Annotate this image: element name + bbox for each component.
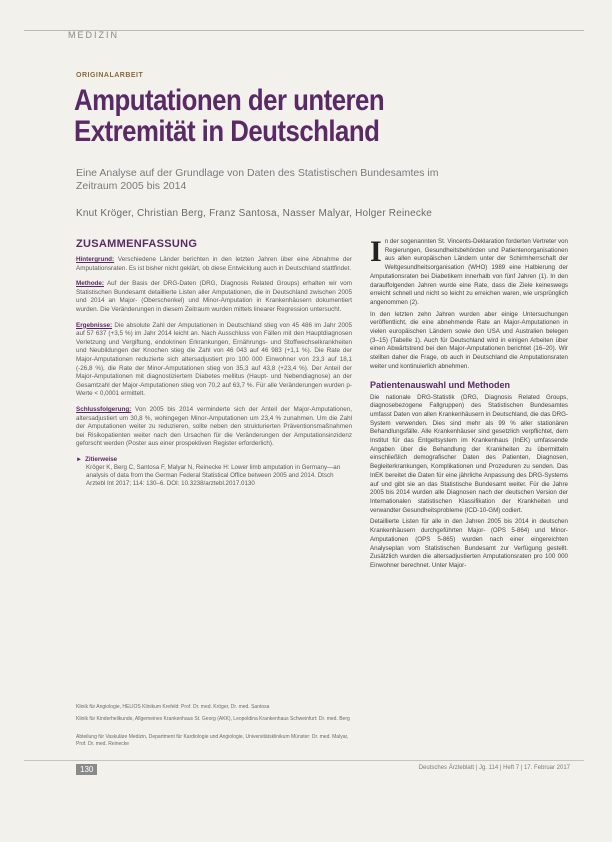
abstract-label: Ergebnisse: [76, 321, 113, 329]
abstract-text: Auf der Basis der DRG-Daten (DRG, Diagnosis Related Groups) erhalten wir vom Statistischen Bundesamt detaillierte Listen aller Amputationen, die in Deutschland zwischen 2005 und 2014 an Major- (Oberschenkel) und Minor-Amputation in Krankenhäusern dokumentiert wurden. Die Veränderungen in diesem Zeitraum wurden mittels linearer Regression untersucht. [76, 280, 352, 313]
intro-paragraph-2: In den letzten zehn Jahren wurden aber einige Untersuchungen veröffentlicht, die eine abnehmende Rate an Major-Amputationen in vielen europäischen Ländern sowie den USA und Australien belegen (3–15) (Tabelle 1). Auch für Deutschland wird in einigen Arbeiten über einen Abwärtstrend bei den Major-Amputationen berichtet (16–20). Wir stellten daher die Frage, ob auch in Deutschland die Amputationsraten weiter und kontinuierlich abnehmen. [370, 310, 568, 370]
citation-text: Kröger K, Berg C, Santosa F, Malyar N, Reinecke H: Lower limb amputation in Germany—an analysis of data from the German Federal Statistical Office between 2005 and 2014. Dtsch Arztebl Int 2017; 114: 130–6. DOI: 10.3238/arztebl.2017.0130 [86, 464, 341, 488]
methods-paragraph-2: Detaillierte Listen für alle in den Jahren 2005 bis 2014 in deutschen Krankenhäusern durchgeführten Major- (OPS 5-864) und Minor-Amputationen (OPS 5-865) wurden nach einer eingereichten Analyseplan vom Statistischen Bundesamt zur Verfügung gestellt. Zusätzlich wurden die altersadjustierten Amputationsraten pro 100 000 Einwohner berechnet. Unter Major- [370, 518, 568, 569]
article-subtitle: Eine Analyse auf der Grundlage von Daten des Statistischen Bundesamtes im Zeitraum 2005 bis 2014 [76, 167, 439, 192]
abstract-text: Verschiedene Länder berichten in den letzten Jahren über eine Abnahme der Amputationsraten. Es ist bisher nicht geklärt, ob diese Entwicklung auch in Deutschland stattfindet. [76, 256, 352, 272]
intro-paragraph [370, 235, 568, 308]
affiliation: Klinik für Kinderheilkunde, Allgemeines Krankenhaus St. Georg (AKK), Leopoldina Krankenhaus Schweinfurt: Dr. med. Berg [76, 716, 350, 722]
methods-paragraph: Die nationale DRG-Statistik (DRG, Diagnosis Related Groups, diagnosebezogene Fallgruppen) des Statistischen Bundesamtes umfasst Daten von allen Krankenhäusern in Deutschland, die das DRG-System verwenden. Dies sind mehr als 99 % aller stationären Behandlungsfälle. Alle Krankenhäuser sind gesetzlich verpflichtet, dem Institut für das Entgeltsystem im Krankenhaus (InEK) umfassende Angaben über die Behandlung der Krankheiten zu übermitteln einschließlich demografischer Daten des Patienten, Diagnosen, Begleiterkrankungen, Komplikationen und Prozeduren zu senden. Das InEK bereitet die Daten für eine jährliche Anpassung des DRG-Systems auf und gibt sie an das Statistische Bundesamt weiter. Für die Jahre 2005 bis 2014 wurden alle Diagnosen nach der deutschen Version der Internationalen statistischen Klassifikation der Krankheiten und verwandter Gesundheitsprobleme (ICD-10-GM) codiert. [370, 393, 568, 514]
abstract-heading: ZUSAMMENFASSUNG [76, 238, 198, 250]
body-column [370, 235, 568, 574]
abstract-label: Schlussfolgerung: [76, 405, 132, 413]
abstract-column [76, 238, 352, 489]
affiliation: Abteilung für Vaskuläre Medizin, Department für Kardiologie und Angiologie, Universitätsklinikum Münster: Dr. med. Malyar, Prof. Dr. med. Reinecke [76, 734, 349, 747]
page-number: 130 [76, 764, 97, 775]
triangle-right-icon: ► [76, 455, 83, 463]
intro-text: n der sogenannten St. Vincents-Deklaration forderten Vertreter von Regierungen, Gesundheitsbehörden und Patientenorganisationen aus allen europäischen Ländern unter der Schirmherrschaft der Weltgesundheitsorganisation (WHO) 1989 eine Halbierung der Amputationsraten bei Diabetikern innerhalb von fünf Jahren (1). In den darauffolgenden Jahren wurde eine Rate, dass die Ziele keineswegs erreicht schnell und nicht so leicht zu erreichen waren, wie ursprünglich angenommen (2). [370, 238, 568, 306]
citation-heading [76, 456, 352, 464]
abstract-methods [76, 280, 352, 314]
citation-heading-label: Zitierweise [85, 455, 118, 463]
section-heading: Patientenauswahl und Methoden [370, 379, 511, 390]
drop-cap: I [370, 235, 382, 268]
citation-box [76, 456, 352, 489]
footer-rule [24, 760, 584, 761]
abstract-conclusion [76, 406, 352, 449]
author-list: Knut Kröger, Christian Berg, Franz Santosa, Nasser Malyar, Holger Reinecke [76, 208, 433, 219]
abstract-text: Die absolute Zahl der Amputationen in Deutschland stieg von 45 486 im Jahr 2005 auf 57 637 (+3,5 %) im Jahr 2014 leicht an. Nach Ausschluss von Fällen mit den Hauptdiagnosen Verletzung und Vergiftung, endokrinen Erkrankungen, Ernährungs- und Stoffwechselkrankheiten und Neubildungen der Knochen stieg die Zahl von 46 043 auf 46 983 (+1,1 %). Die Rate der Major-Amputationen reduzierte sich altersadjustiert pro 100 000 Einwohner von 23,3 auf 18,1 (-26,8 %), die Rate der Minor-Amputationen stieg von 35,3 auf 43,8 (+23,4 %). Der Anteil der Major-Amputationen mit diagnostiziertem Diabetes mellitus (Haupt- und Nebendiagnose) an der Gesamtzahl der Major-Amputationen stieg von 70,2 auf 63,7 %. Für alle Veränderungen wurden p-Werte < 0,0001 ermittelt. [76, 321, 352, 398]
section-label: MEDIZIN [68, 30, 119, 40]
article-title: Amputationen der unteren Extremität in Deutschland [74, 84, 385, 148]
abstract-results [76, 322, 352, 399]
journal-footer: Deutsches Ärzteblatt | Jg. 114 | Heft 7 | 17. Februar 2017 [418, 765, 570, 771]
abstract-background [76, 256, 352, 273]
article-type: ORIGINALARBEIT [76, 72, 144, 79]
affiliation: Klinik für Angiologie, HELIOS Klinikum Krefeld: Prof. Dr. med. Kröger, Dr. med. Santosa [76, 704, 270, 710]
abstract-label: Hintergrund: [76, 256, 115, 263]
abstract-label: Methode: [76, 280, 104, 288]
abstract-text: Von 2005 bis 2014 verminderte sich der Anteil der Major-Amputationen, altersadjustiert um 30,8 %, wohingegen Minor-Amputationen um 23,4 % zunahmen. Um die Zahl der Amputationen weiter zu reduzieren, sollte neben den strukturierten Präventionsmaßnahmen bei Risikopatienten weiter nach den Ursachen für die Veränderungen der Amputationsinzidenz geforscht werden (Poster aus einer prospektiven Register erforderlich). [76, 405, 352, 448]
